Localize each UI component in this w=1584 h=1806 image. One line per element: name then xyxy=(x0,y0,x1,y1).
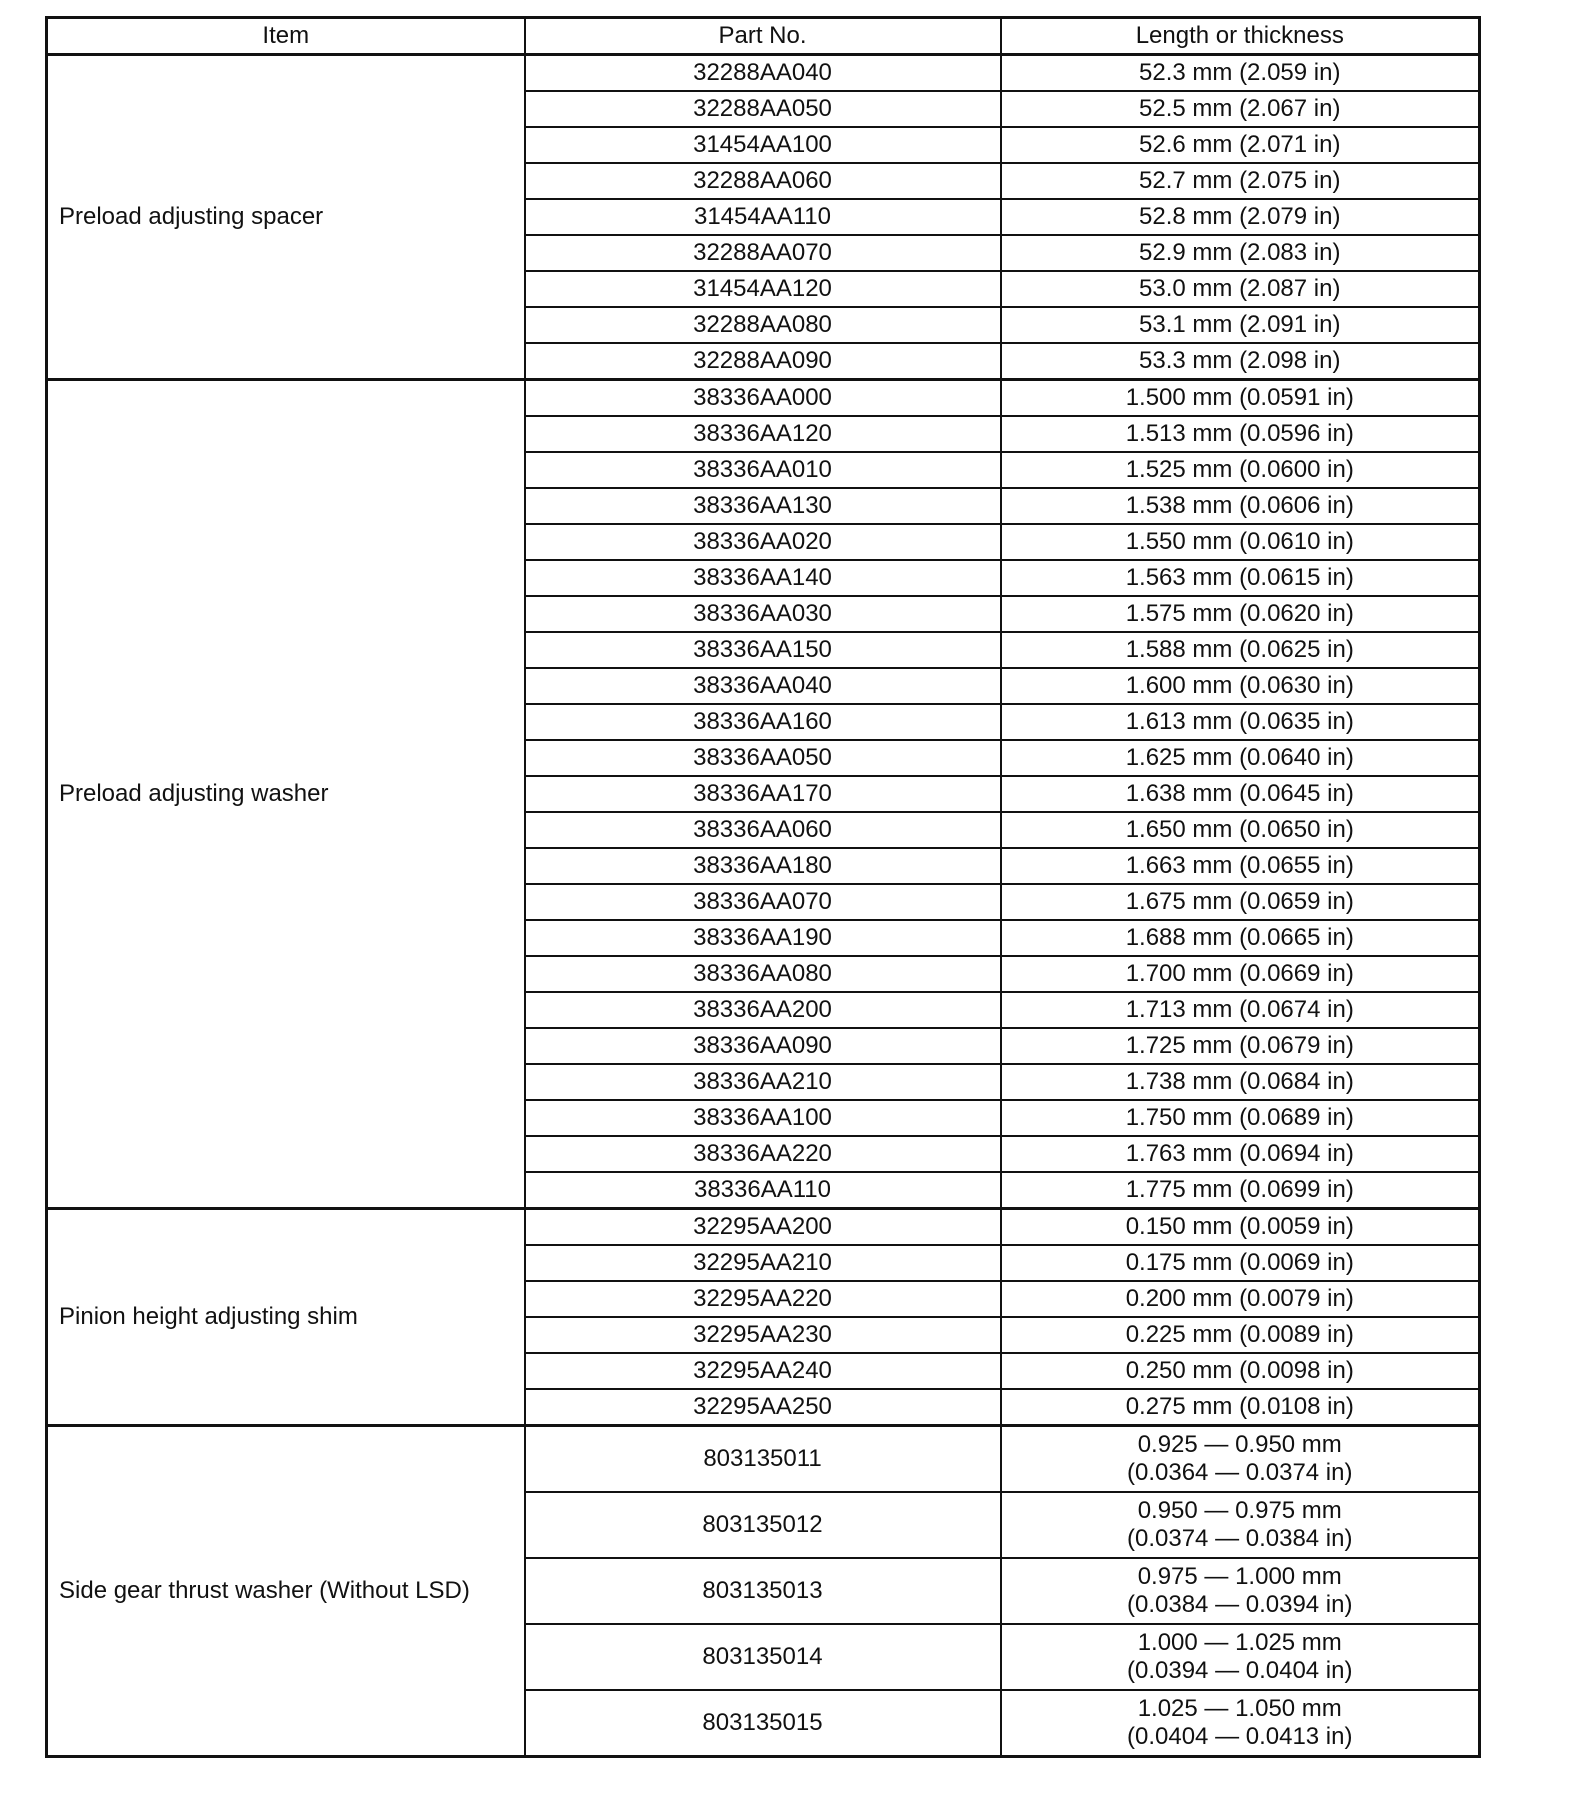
length-cell: 52.6 mm (2.071 in) xyxy=(1001,127,1480,163)
part-number-cell: 38336AA120 xyxy=(525,416,1001,452)
length-cell: 1.575 mm (0.0620 in) xyxy=(1001,596,1480,632)
part-number-cell: 38336AA020 xyxy=(525,524,1001,560)
length-cell: 1.525 mm (0.0600 in) xyxy=(1001,452,1480,488)
length-cell xyxy=(1001,1426,1480,1493)
length-cell: 1.675 mm (0.0659 in) xyxy=(1001,884,1480,920)
length-cell: 1.738 mm (0.0684 in) xyxy=(1001,1064,1480,1100)
part-number-cell: 32288AA090 xyxy=(525,343,1001,380)
header-length: Length or thickness xyxy=(1001,18,1480,55)
part-number-cell: 32288AA070 xyxy=(525,235,1001,271)
length-cell: 0.200 mm (0.0079 in) xyxy=(1001,1281,1480,1317)
part-number-cell: 38336AA090 xyxy=(525,1028,1001,1064)
part-number-cell: 38336AA140 xyxy=(525,560,1001,596)
length-in-text: (0.0384 — 0.0394 in) xyxy=(1127,1591,1353,1618)
length-cell: 1.700 mm (0.0669 in) xyxy=(1001,956,1480,992)
part-number-cell: 38336AA050 xyxy=(525,740,1001,776)
item-name-cell: Preload adjusting washer xyxy=(47,380,525,1209)
part-number-cell: 32288AA050 xyxy=(525,91,1001,127)
part-number-cell: 38336AA010 xyxy=(525,452,1001,488)
length-cell: 1.650 mm (0.0650 in) xyxy=(1001,812,1480,848)
part-number-cell: 803135013 xyxy=(525,1558,1001,1624)
length-cell: 1.500 mm (0.0591 in) xyxy=(1001,380,1480,417)
table-row xyxy=(47,1426,1480,1493)
part-number-cell: 38336AA040 xyxy=(525,668,1001,704)
length-cell: 1.588 mm (0.0625 in) xyxy=(1001,632,1480,668)
table-row xyxy=(47,55,1480,92)
length-in-text: (0.0394 — 0.0404 in) xyxy=(1127,1657,1353,1684)
part-number-cell: 38336AA060 xyxy=(525,812,1001,848)
part-number-cell: 31454AA110 xyxy=(525,199,1001,235)
length-cell: 0.250 mm (0.0098 in) xyxy=(1001,1353,1480,1389)
length-cell: 1.725 mm (0.0679 in) xyxy=(1001,1028,1480,1064)
part-number-cell: 32288AA040 xyxy=(525,55,1001,92)
part-number-cell: 32295AA220 xyxy=(525,1281,1001,1317)
length-mm-text: 0.975 — 1.000 mm xyxy=(1137,1563,1342,1590)
length-cell: 1.538 mm (0.0606 in) xyxy=(1001,488,1480,524)
length-mm-text: 1.000 — 1.025 mm xyxy=(1137,1629,1342,1656)
part-number-cell: 803135011 xyxy=(525,1426,1001,1493)
length-cell: 1.613 mm (0.0635 in) xyxy=(1001,704,1480,740)
length-cell: 52.3 mm (2.059 in) xyxy=(1001,55,1480,92)
length-cell: 1.600 mm (0.0630 in) xyxy=(1001,668,1480,704)
length-cell: 1.750 mm (0.0689 in) xyxy=(1001,1100,1480,1136)
length-mm-text: 0.950 — 0.975 mm xyxy=(1137,1497,1342,1524)
length-cell xyxy=(1001,1558,1480,1624)
length-mm-text: 1.025 — 1.050 mm xyxy=(1137,1695,1342,1722)
part-number-cell: 31454AA120 xyxy=(525,271,1001,307)
part-number-cell: 38336AA070 xyxy=(525,884,1001,920)
length-cell: 1.550 mm (0.0610 in) xyxy=(1001,524,1480,560)
part-number-cell: 38336AA160 xyxy=(525,704,1001,740)
header-row xyxy=(47,18,1480,55)
part-number-cell: 38336AA110 xyxy=(525,1172,1001,1209)
length-cell: 0.150 mm (0.0059 in) xyxy=(1001,1209,1480,1246)
item-name-cell: Pinion height adjusting shim xyxy=(47,1209,525,1426)
table-header xyxy=(47,18,1480,55)
length-cell: 1.563 mm (0.0615 in) xyxy=(1001,560,1480,596)
part-number-cell: 38336AA180 xyxy=(525,848,1001,884)
length-cell: 1.688 mm (0.0665 in) xyxy=(1001,920,1480,956)
length-cell: 1.625 mm (0.0640 in) xyxy=(1001,740,1480,776)
part-number-cell: 31454AA100 xyxy=(525,127,1001,163)
parts-spec-table xyxy=(45,16,1481,1758)
length-cell: 1.775 mm (0.0699 in) xyxy=(1001,1172,1480,1209)
length-cell xyxy=(1001,1492,1480,1558)
part-number-cell: 38336AA100 xyxy=(525,1100,1001,1136)
length-in-text: (0.0374 — 0.0384 in) xyxy=(1127,1525,1353,1552)
item-name-cell: Side gear thrust washer (Without LSD) xyxy=(47,1426,525,1757)
length-cell: 1.713 mm (0.0674 in) xyxy=(1001,992,1480,1028)
length-cell: 1.663 mm (0.0655 in) xyxy=(1001,848,1480,884)
length-cell: 0.225 mm (0.0089 in) xyxy=(1001,1317,1480,1353)
part-number-cell: 38336AA080 xyxy=(525,956,1001,992)
part-number-cell: 38336AA170 xyxy=(525,776,1001,812)
part-number-cell: 38336AA000 xyxy=(525,380,1001,417)
part-number-cell: 38336AA200 xyxy=(525,992,1001,1028)
length-cell: 53.0 mm (2.087 in) xyxy=(1001,271,1480,307)
part-number-cell: 32288AA080 xyxy=(525,307,1001,343)
part-number-cell: 38336AA130 xyxy=(525,488,1001,524)
part-number-cell: 38336AA190 xyxy=(525,920,1001,956)
length-cell: 52.9 mm (2.083 in) xyxy=(1001,235,1480,271)
header-part-no: Part No. xyxy=(525,18,1001,55)
table-row xyxy=(47,1209,1480,1246)
part-number-cell: 803135015 xyxy=(525,1690,1001,1757)
length-cell: 52.8 mm (2.079 in) xyxy=(1001,199,1480,235)
length-in-text: (0.0404 — 0.0413 in) xyxy=(1127,1723,1353,1750)
length-cell: 1.638 mm (0.0645 in) xyxy=(1001,776,1480,812)
part-number-cell: 38336AA150 xyxy=(525,632,1001,668)
length-in-text: (0.0364 — 0.0374 in) xyxy=(1127,1459,1353,1486)
length-mm-text: 0.925 — 0.950 mm xyxy=(1137,1431,1342,1458)
length-cell xyxy=(1001,1624,1480,1690)
part-number-cell: 803135014 xyxy=(525,1624,1001,1690)
table-row xyxy=(47,380,1480,417)
part-number-cell: 32295AA210 xyxy=(525,1245,1001,1281)
table-body xyxy=(47,55,1480,1757)
part-number-cell: 38336AA220 xyxy=(525,1136,1001,1172)
part-number-cell: 32295AA250 xyxy=(525,1389,1001,1426)
length-cell: 53.3 mm (2.098 in) xyxy=(1001,343,1480,380)
part-number-cell: 803135012 xyxy=(525,1492,1001,1558)
length-cell xyxy=(1001,1690,1480,1757)
header-item: Item xyxy=(47,18,525,55)
part-number-cell: 32295AA240 xyxy=(525,1353,1001,1389)
length-cell: 0.175 mm (0.0069 in) xyxy=(1001,1245,1480,1281)
part-number-cell: 38336AA210 xyxy=(525,1064,1001,1100)
length-cell: 1.763 mm (0.0694 in) xyxy=(1001,1136,1480,1172)
length-cell: 52.7 mm (2.075 in) xyxy=(1001,163,1480,199)
item-name-cell: Preload adjusting spacer xyxy=(47,55,525,380)
part-number-cell: 32295AA200 xyxy=(525,1209,1001,1246)
length-cell: 53.1 mm (2.091 in) xyxy=(1001,307,1480,343)
length-cell: 1.513 mm (0.0596 in) xyxy=(1001,416,1480,452)
length-cell: 52.5 mm (2.067 in) xyxy=(1001,91,1480,127)
part-number-cell: 32295AA230 xyxy=(525,1317,1001,1353)
part-number-cell: 38336AA030 xyxy=(525,596,1001,632)
part-number-cell: 32288AA060 xyxy=(525,163,1001,199)
length-cell: 0.275 mm (0.0108 in) xyxy=(1001,1389,1480,1426)
